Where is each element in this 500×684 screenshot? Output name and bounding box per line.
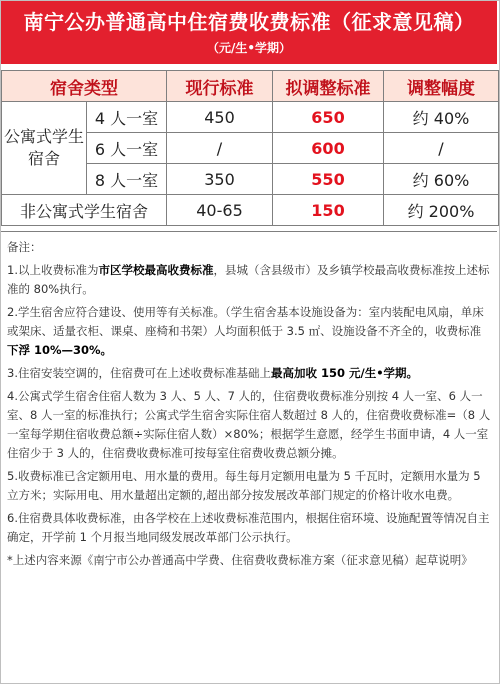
note-2 (1, 303, 497, 360)
room-cell: 8 人一室 (87, 164, 167, 195)
note-3 (1, 364, 497, 383)
change-cell: 约 60% (384, 164, 499, 195)
current-cell: 40-65 (167, 195, 273, 226)
current-cell: 350 (167, 164, 273, 195)
change-cell: 约 40% (384, 102, 499, 133)
proposed-cell: 650 (273, 102, 384, 133)
title-banner (1, 1, 497, 64)
header-room-type: 宿舍类型 (2, 71, 167, 102)
note-1-text-a: 1.以上收费标准为 (7, 263, 99, 277)
note-2-emphasis: 下浮 10%—30%。 (7, 343, 113, 357)
note-5: 5.收费标准已含定额用电、用水量的费用。每生每月定额用电量为 5 千瓦时，定额用水量为 5 立方米；实际用电、用水量超出定额的,超出部分按发展改革部门规定的价格计收水电费。 (7, 469, 481, 502)
note-3-emphasis: 最高加收 150 元/生•学期。 (270, 366, 419, 380)
room-cell: 6 人一室 (87, 133, 167, 164)
note-3-text-a: 3.住宿安装空调的，住宿费可在上述收费标准基础上 (7, 366, 271, 380)
proposed-cell: 150 (273, 195, 384, 226)
nonapt-label: 非公寓式学生宿舍 (2, 195, 167, 226)
table-header-row (2, 71, 499, 102)
current-cell: 450 (167, 102, 273, 133)
note-2-text-a: 2.学生宿舍应符合建设、使用等有关标准。（学生宿舍基本设施设备为：室内装配电风扇，单床或架床、适量衣柜、课桌、座椅和书架）人均面积低于 3.5 ㎡、设施设备不齐全的，收费标准 (7, 305, 484, 338)
fee-table (1, 70, 499, 226)
notes-heading: 备注： (7, 240, 42, 254)
header-change: 调整幅度 (384, 71, 499, 102)
note-4: 4.公寓式学生宿舍住宿人数为 3 人、5 人、7 人的，住宿费收费标准分别按 4 人一室、6 人一室、8 人一室的标准执行；公寓式学生宿舍实际住宿人数超过 8 人的，住宿费收费标准=（8 人一室每学期住宿收费总额÷实际住宿人数）×80%；根据学生意愿，经学生书面申请，4 人一室住宿少于 3 人的，住宿费收费标准可按每室住宿费收费总额分摊。 (7, 389, 491, 460)
header-current: 现行标准 (167, 71, 273, 102)
notes-section (1, 231, 497, 683)
header-proposed: 拟调整标准 (273, 71, 384, 102)
unit-subtitle: （元/生•学期） (206, 41, 292, 55)
group-label-apartment: 公寓式学生宿舍 (2, 102, 87, 195)
source-note: *上述内容来源《南宁市公办普通高中学费、住宿费收费标准方案（征求意见稿）起草说明》 (7, 553, 473, 567)
page-title: 南宁公办普通高中住宿费收费标准（征求意见稿） (23, 10, 475, 34)
table-row (2, 195, 499, 226)
room-cell: 4 人一室 (87, 102, 167, 133)
change-cell: 约 200% (384, 195, 499, 226)
note-6: 6.住宿费具体收费标准，由各学校在上述收费标准范围内，根据住宿环境、设施配置等情况自主确定，开学前 1 个月报当地同级发展改革部门公示执行。 (7, 511, 490, 544)
change-cell: / (384, 133, 499, 164)
proposed-cell: 550 (273, 164, 384, 195)
note-1-emphasis: 市区学校最高收费标准 (98, 263, 214, 277)
note-1 (1, 261, 497, 299)
current-cell: / (167, 133, 273, 164)
note-1-text-c: ，县城（含县级市）及乡镇学校最高收费标准按上述标准的 80%执行。 (7, 263, 490, 296)
proposed-cell: 600 (273, 133, 384, 164)
table-row (2, 102, 499, 133)
